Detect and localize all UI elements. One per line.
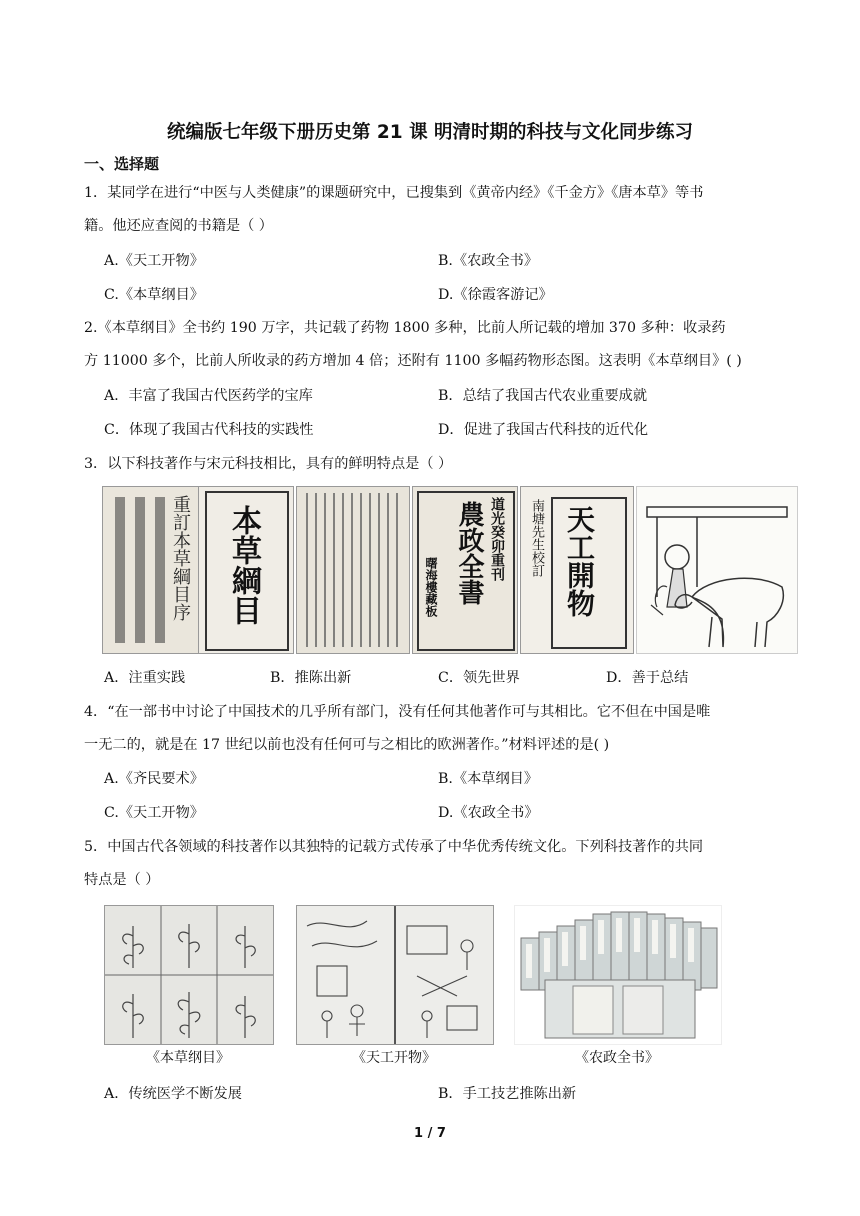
tiangong-cover-image [520, 486, 634, 654]
tiangong-side-text: 南塘先生校訂 [529, 499, 544, 577]
question-2-option-c: C．体现了我国古代科技的实践性 [104, 422, 314, 438]
question-5-line-1: 5．中国古代各领域的科技著作以其独特的记载方式传承了中华优秀传统文化。下列科技著作的共同 [84, 839, 704, 855]
question-2-option-d: D．促进了我国古代科技的近代化 [438, 422, 649, 438]
nongzheng-books-photo [514, 905, 722, 1045]
bencao-preface-image [102, 486, 200, 654]
stacked-books-drawing [515, 906, 721, 1044]
question-4-option-c: C.《天工开物》 [104, 805, 204, 821]
question-1-option-b: B.《农政全书》 [438, 253, 539, 269]
workshop-drawings [297, 906, 493, 1044]
question-3-option-b: B．推陈出新 [270, 670, 352, 686]
plant-drawings [105, 906, 273, 1044]
bencao-preface-text: 重訂本草綱目序 [170, 495, 191, 621]
question-5-option-b: B．手工技艺推陈出新 [438, 1086, 577, 1102]
bencao-plant-illustration [104, 905, 274, 1045]
bencao-cover-image [198, 486, 294, 654]
question-4-line-2: 一无二的，就是在 17 世纪以前也没有任何可与之相比的欧洲著作。”材料评述的是( ) [84, 737, 610, 753]
question-2-option-a: A．丰富了我国古代医药学的宝库 [104, 388, 313, 404]
question-3-line-1: 3．以下科技著作与宋元科技相比，具有的鲜明特点是（ ） [84, 456, 453, 472]
question-4-option-b: B.《本草纲目》 [438, 771, 539, 787]
page-title: 统编版七年级下册历史第 21 课 明清时期的科技与文化同步练习 [166, 122, 694, 143]
question-3-book-images [102, 486, 798, 654]
question-2-line-2: 方 11000 多个，比前人所收录的药方增加 4 倍；还附有 1100 多幅药物形态图。这表明《本草纲目》( ) [84, 353, 742, 369]
caption-bencao: 《本草纲目》 [146, 1050, 230, 1066]
question-1-line-2: 籍。他还应查阅的书籍是（ ） [84, 218, 273, 234]
question-1-option-d: D.《徐霞客游记》 [438, 287, 553, 303]
question-1-line-1: 1．某同学在进行“中医与人类健康”的课题研究中，已搜集到《黄帝内经》《千金方》《唐本草》等书 [84, 185, 704, 201]
ox-plough-drawing [637, 487, 797, 653]
section-heading: 一、选择题 [84, 155, 160, 173]
tiangong-workshop-illustration [296, 905, 494, 1045]
question-1-option-c: C.《本草纲目》 [104, 287, 204, 303]
question-4-option-a: A.《齐民要术》 [104, 771, 204, 787]
question-3-option-a: A．注重实践 [104, 670, 186, 686]
question-3-option-c: C．领先世界 [438, 670, 520, 686]
question-1-option-a: A.《天工开物》 [104, 253, 204, 269]
nongzheng-cover-image [412, 486, 518, 654]
question-5-line-2: 特点是（ ） [84, 872, 160, 888]
ox-illustration-image [636, 486, 798, 654]
caption-tiangong: 《天工开物》 [352, 1050, 436, 1066]
question-2-option-b: B．总结了我国古代农业重要成就 [438, 388, 648, 404]
bencao-cover-title: 本草綱目 [226, 505, 261, 625]
old-text-page-image [296, 486, 410, 654]
question-2-line-1: 2.《本草纲目》全书约 190 万字，共记载了药物 1800 多种，比前人所记载的增加 370 多种：收录药 [84, 320, 726, 336]
question-4-option-d: D.《农政全书》 [438, 805, 539, 821]
nongzheng-cover-title: 農政全書 [454, 501, 484, 605]
question-5-option-a: A．传统医学不断发展 [104, 1086, 242, 1102]
question-4-line-1: 4．“在一部书中讨论了中国技术的几乎所有部门，没有任何其他著作可与其相比。它不但在中国是唯 [84, 704, 711, 720]
tiangong-cover-title: 天工開物 [563, 505, 596, 617]
page-number: 1 / 7 [414, 1126, 446, 1141]
question-3-option-d: D．善于总结 [606, 670, 689, 686]
nongzheng-side-text: 道光癸卯重刊 [489, 497, 505, 581]
nongzheng-side-text-2: 曙海樓藏板 [424, 557, 438, 617]
caption-nongzheng: 《农政全书》 [575, 1050, 659, 1066]
